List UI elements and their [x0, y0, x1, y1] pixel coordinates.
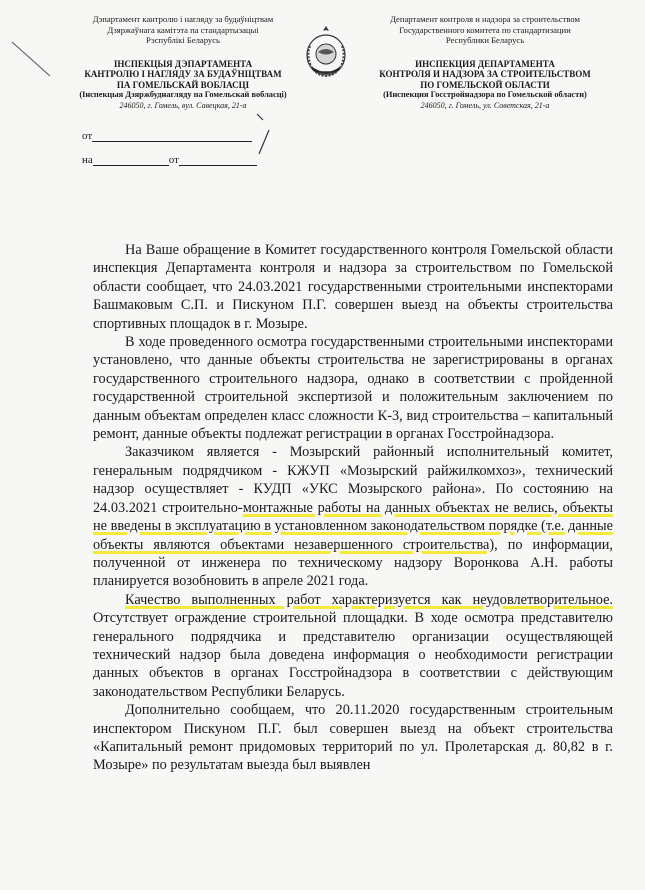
paragraph-3-end: по информации, полученной от инженера по техническому надзору Воронкова А.Н. работы планируется возобновить в апреле 2021 года.	[93, 536, 614, 590]
header-right	[374, 14, 596, 111]
insp-line-3: ПА ГОМЕЛЬСКАЙ ВОБЛАСЦІ	[116, 79, 250, 90]
letter-body	[93, 241, 613, 775]
on-blank	[93, 155, 169, 166]
reference-on	[82, 154, 257, 166]
dept-line-3: Рэспублікі Беларусь	[146, 35, 220, 45]
dept-line-1: Дэпартамент кантролю і нагляду за будаўніцтвам	[92, 14, 274, 24]
insp-line-4: (Инспекция Госстройнадзора по Гомельской области)	[383, 90, 587, 99]
on-label: на	[82, 154, 93, 166]
reference-from	[82, 130, 252, 142]
insp-line-1: ИНСПЕКЦИЯ ДЕПАРТАМЕНТА	[415, 58, 555, 69]
dept-line-3: Республики Беларусь	[445, 35, 525, 45]
address: 246050, г. Гомель, ул. Советская, 21-а	[420, 100, 550, 110]
insp-line-2: КАНТРОЛЮ І НАГЛЯДУ ЗА БУДАЎНІЦТВАМ	[84, 69, 282, 79]
insp-line-2: КОНТРОЛЯ И НАДЗОРА ЗА СТРОИТЕЛЬСТВОМ	[379, 69, 591, 79]
paragraph-3-start: Заказчиком является - Мозырский районный исполнительный комитет, генеральным подрядчиком - КЖУП «Мозырский райжилкомхоз», технический надзор осуществляет - КУДП «УКС Мозырского района». По состоянию на 24.03.2021 строительно-	[93, 444, 613, 516]
paragraph-4	[93, 591, 613, 701]
from-blank	[92, 131, 252, 142]
corner-mark-icon	[10, 40, 54, 80]
dept-line-2: Государственного комитета по стандартизации	[399, 24, 571, 35]
from2-label: от	[168, 154, 179, 166]
pen-mark-icon	[255, 110, 275, 156]
highlighted-text-2: Качество выполненных работ характеризуется как неудовлетворительное.	[125, 591, 613, 608]
header-left	[78, 14, 288, 111]
address: 246050, г. Гомель, вул. Савецкая, 21-а	[119, 100, 247, 110]
paragraph-1: На Ваше обращение в Комитет государственного контроля Гомельской области инспекция Департамента контроля и надзора за строительством по Гомельской области сообщает, что 24.03.2021 государственными строительными инспекторами Башмаковым С.П. и Пискуном П.Г. совершен выезд на объекты строительства спортивных площадок в г. Мозыре.	[93, 242, 613, 332]
insp-line-1: ІНСПЕКЦЫЯ ДЭПАРТАМЕНТА	[113, 58, 253, 69]
insp-line-4: (Інспекцыя Дзяржбуднагляду па Гомельскай вобласці)	[79, 90, 287, 99]
dept-line-2: Дзяржаўнага камітэта па стандартызацыі	[107, 24, 259, 35]
insp-line-3: ПО ГОМЕЛЬСКОЙ ОБЛАСТИ	[420, 79, 550, 90]
from-label: от	[82, 130, 93, 142]
from2-blank	[179, 155, 257, 166]
paragraph-2: В ходе проведенного осмотра государственными строительными инспекторами установлено, что данные объекты строительства не зарегистрированы в органах государственного строительного надзора, однако в соответствии с пройденной государственной строительной экспертизой и положительным заключением по данным объектам определен класс сложности К-3, вид строительства – капитальный ремонт, данные объекты подлежат регистрации в органах Госстройнадзора.	[93, 334, 613, 443]
paragraph-4-end: Отсутствует ограждение строительной площадки. В ходе осмотра представителю генерального подрядчика и представителю организации осуществляющей технический надзор была доведена информация о необходимости регистрации данных объектов в органах Госстройнадзора в соответствии с действующим законодательством Республики Беларусь.	[93, 610, 613, 700]
highlighted-text-1: монтажные работы на данных объектах не велись, объекты не введены в эксплуатацию в установленном законодательством порядке (т.е. данные объекты являются объектами незавершенного строительства),	[93, 499, 614, 553]
belarus-coat-of-arms-icon	[298, 22, 354, 80]
paragraph-3	[93, 443, 613, 590]
paragraph-5: Дополнительно сообщаем, что 20.11.2020 государственным строительным инспектором Пискуном П.Г. был совершен выезд на объект строительства «Капитальный ремонт придомовых территорий по ул. Пролетарская д. 80,82 в г. Мозыре» по результатам выезда был выявлен	[93, 702, 613, 774]
dept-line-1: Департамент контроля и надзора за строительством	[390, 14, 580, 24]
